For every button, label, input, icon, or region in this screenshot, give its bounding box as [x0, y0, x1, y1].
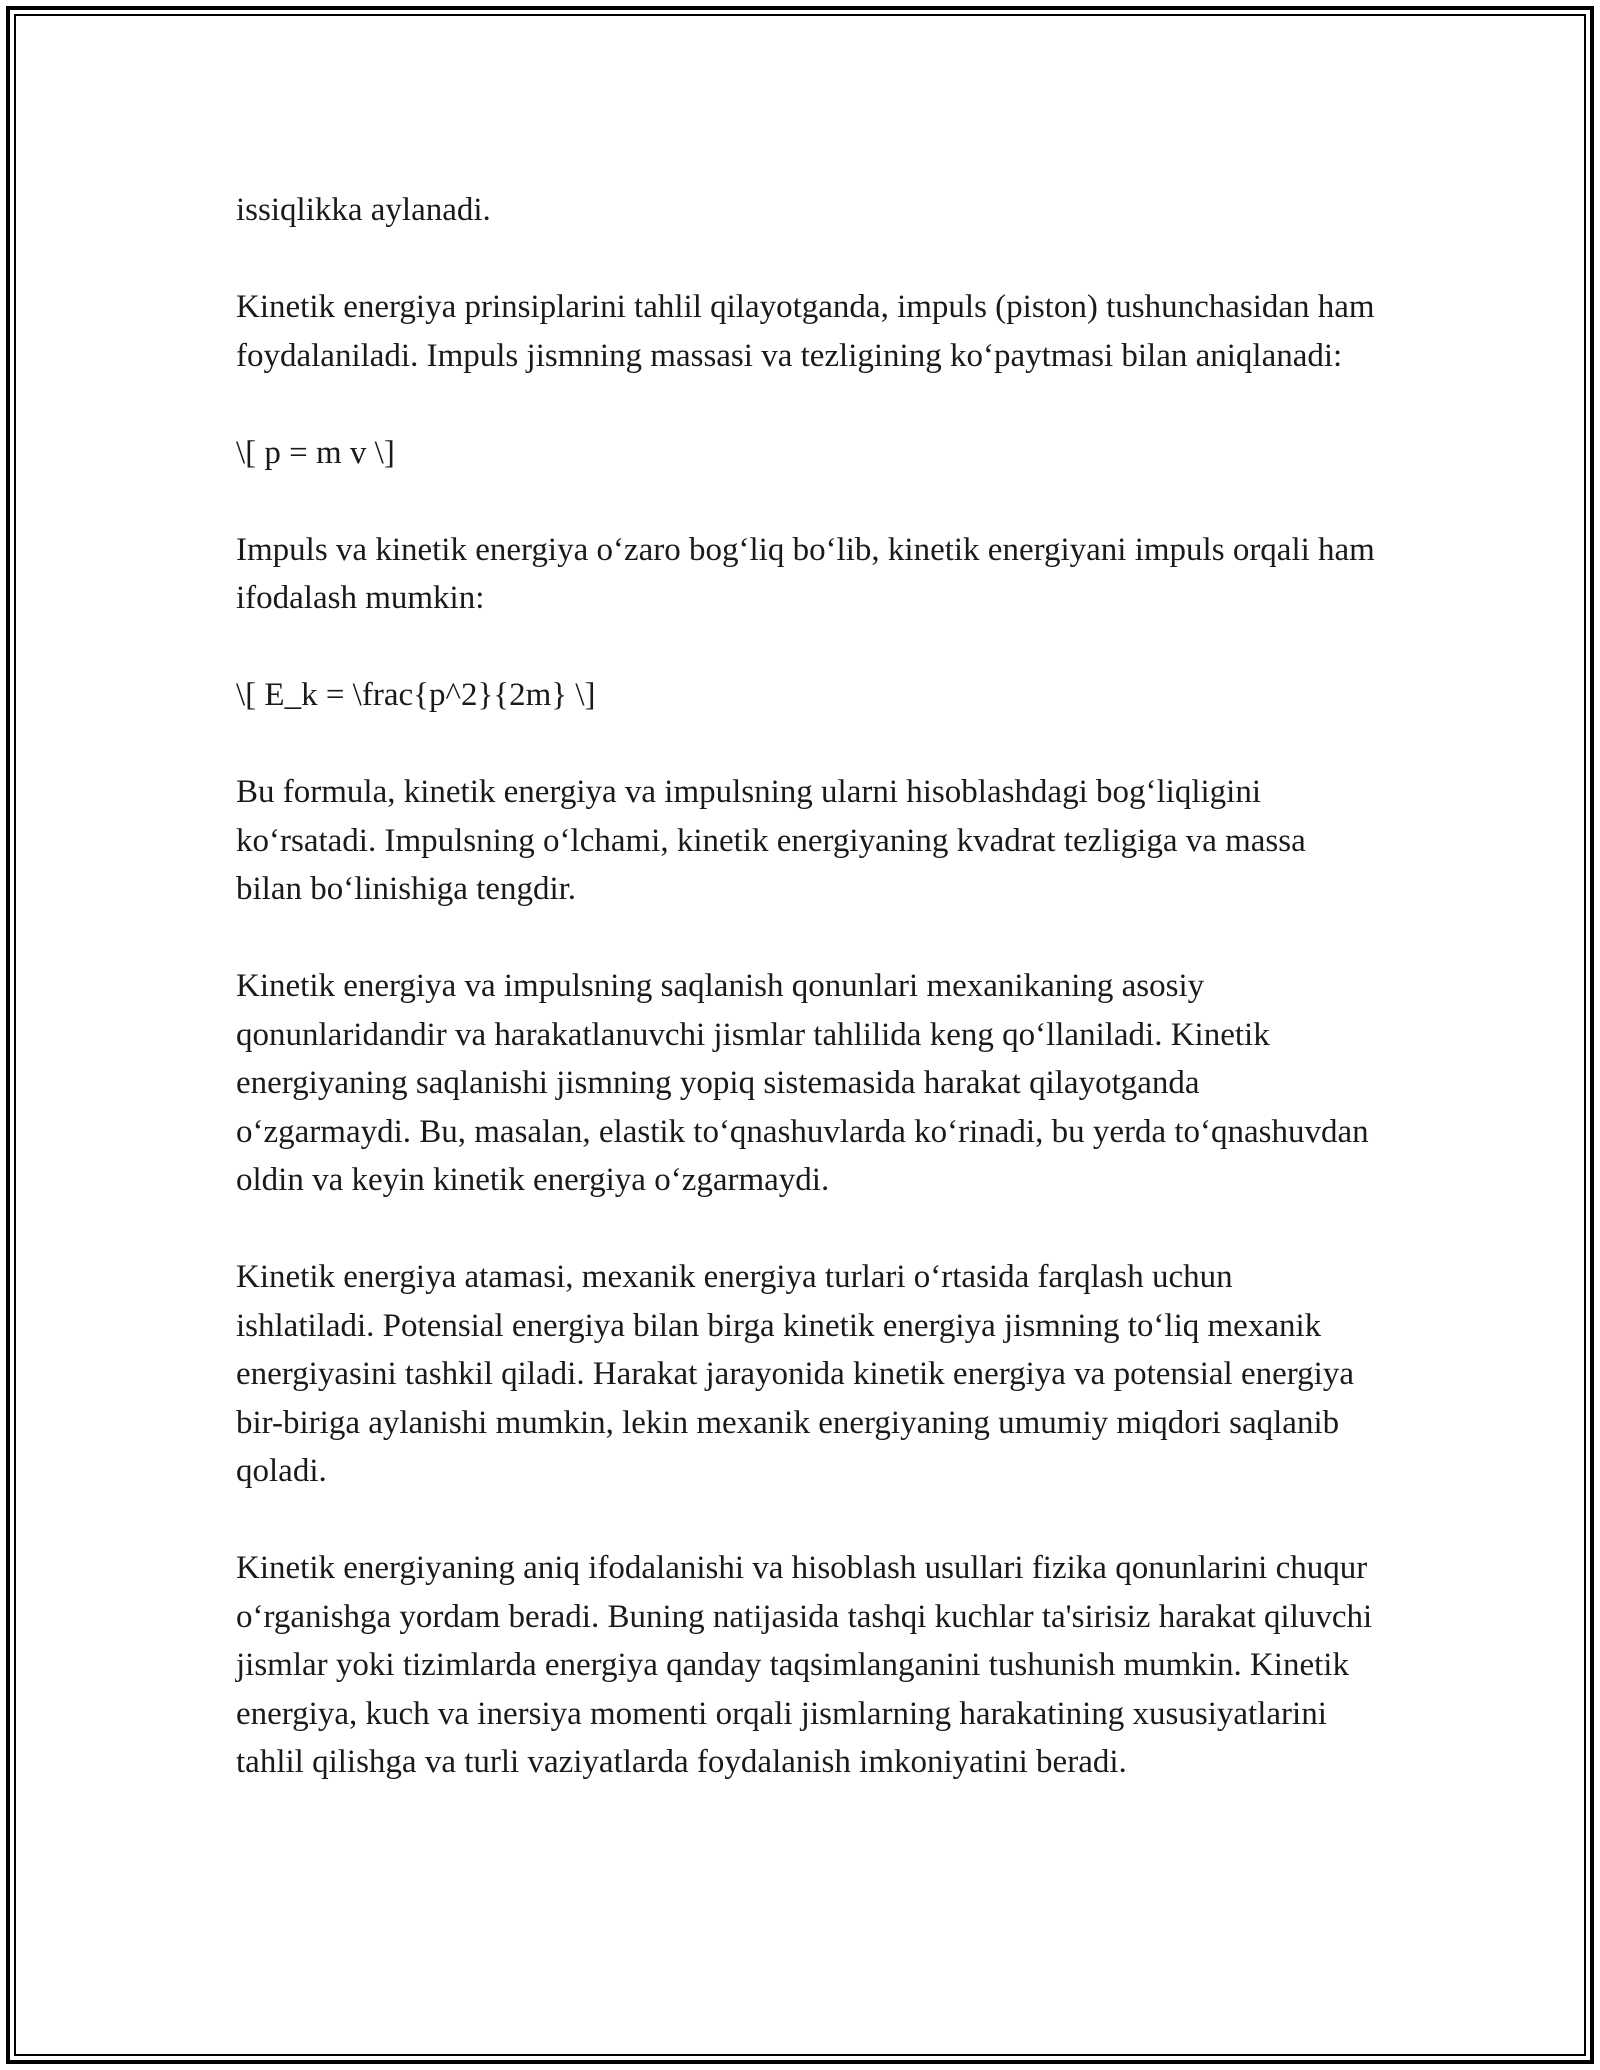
paragraph-impulse-relation: Impuls va kinetik energiya o‘zaro bog‘liq bo‘lib, kinetik energiyani impuls orqali ham ifodalash mumkin:: [236, 531, 1375, 616]
paragraph-conclusion: Kinetik energiyaning aniq ifodalanishi va hisoblash usullari fizika qonunlarini chuqur o‘rganishga yordam beradi. Buning natijasida tashqi kuchlar ta'sirisiz harakat qiluvchi jismlar yoki tizimlarda energiya qanday taqsimlanganini tushunish mumkin. Kinetik energiya, kuch va inersiya momenti orqali jismlarning harakatining xususiyatlarini tahlil qilishga va turli vaziyatlarda foydalanish imkoniyatini beradi.: [236, 1550, 1373, 1780]
formula-kinetic-energy: \[ E_k = \frac{p^2}{2m} \]: [236, 677, 596, 713]
paragraph-mechanical-energy: Kinetik energiya atamasi, mexanik energiya turlari o‘rtasida farqlash uchun ishlatiladi. Potensial energiya bilan birga kinetik energiya jismning to‘liq mexanik energiyasini tashkil qiladi. Harakat jarayonida kinetik energiya va potensial energiya bir-biriga aylanishi mumkin, lekin mexanik energiyaning umumiy miqdori saqlanib qoladi.: [236, 1259, 1354, 1489]
paragraph-formula-explanation: Bu formula, kinetik energiya va impulsning ularni hisoblashdagi bog‘liqligini ko‘rsatadi. Impulsning o‘lchami, kinetik energiyaning kvadrat tezligiga va massa bilan bo‘linishiga tengdir.: [236, 774, 1306, 907]
paragraph-continuation: issiqlikka aylanadi.: [236, 192, 491, 228]
paragraph-impulse-intro: Kinetik energiya prinsiplarini tahlil qilayotganda, impuls (piston) tushunchasidan ham foydalaniladi. Impuls jismning massasi va tezligining ko‘paytmasi bilan aniqlanadi:: [236, 289, 1375, 374]
formula-impulse: \[ p = m v \]: [236, 434, 395, 471]
document-body: [236, 186, 1376, 1787]
paragraph-conservation-laws: Kinetik energiya va impulsning saqlanish qonunlari mexanikaning asosiy qonunlaridandir va harakatlanuvchi jismlar tahlilida keng qo‘llaniladi. Kinetik energiyaning saqlanishi jismning yopiq sistemasida harakat qilayotganda o‘zgarmaydi. Bu, masalan, elastik to‘qnashuvlarda ko‘rinadi, bu yerda to‘qnashuvdan oldin va keyin kinetik energiya o‘zgarmaydi.: [236, 968, 1369, 1198]
